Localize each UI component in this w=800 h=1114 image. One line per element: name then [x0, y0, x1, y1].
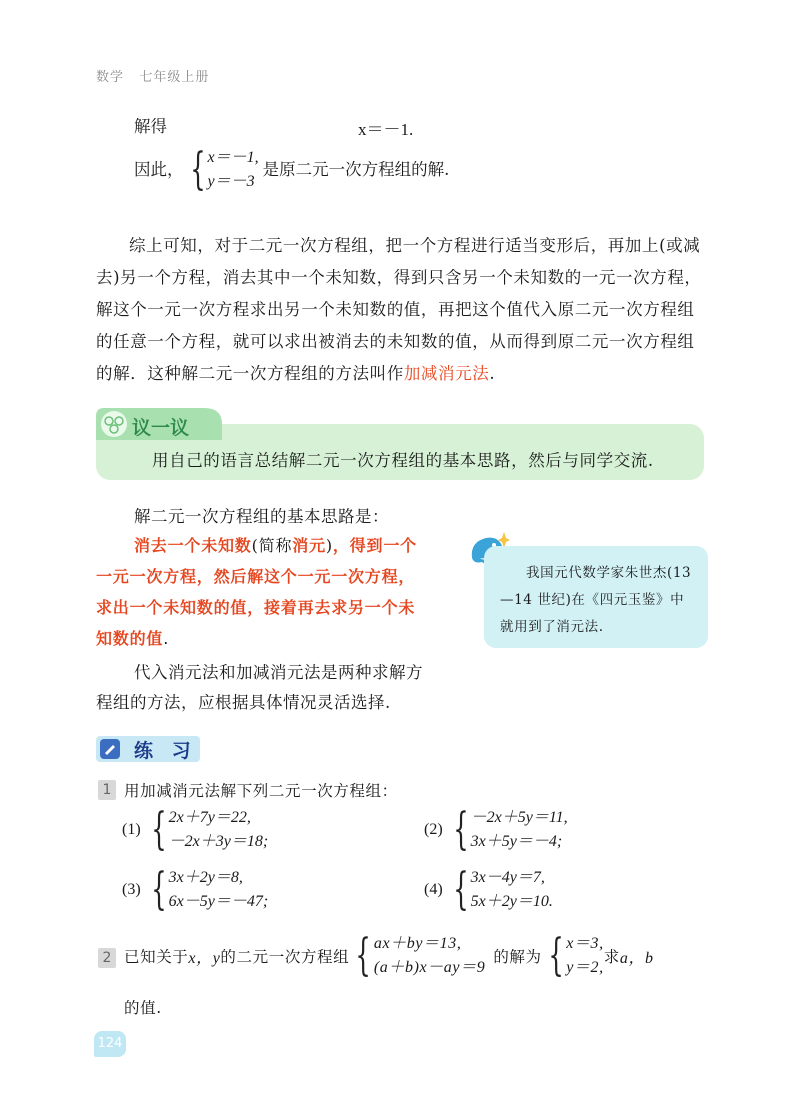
- summary-text: 综上可知，对于二元一次方程组，把一个方程进行适当变形后，再加上(或减去)另一个方程，消去其中一个未知数，得到只含另一个未知数的一元一次方程，解这个一元一次方程求出另一个未知数的值，再把这个值代入原二元一次方程组的任意一个方程，就可以求出被消去的未知数的值，从而得到原二元一次方程组的解．这种解二元一次方程组的方法叫作: [96, 236, 702, 383]
- idea-para-line1: 代入消元法和加减消元法是两种求解方: [134, 663, 423, 682]
- idea-intro: 解二元一次方程组的基本思路是：: [134, 507, 389, 526]
- solve-label: 解得: [134, 117, 167, 136]
- summary-end: .: [489, 364, 496, 383]
- solve-result: x＝－1.: [358, 120, 414, 139]
- solution-x: x＝－1,: [207, 149, 259, 166]
- question-2-tail: 的值.: [124, 999, 162, 1017]
- idea-red-block: [96, 530, 466, 654]
- left-brace-icon: {: [452, 864, 469, 915]
- question-1-text: 用加减消元法解下列二元一次方程组：: [124, 782, 398, 800]
- therefore-line: [134, 146, 449, 194]
- header-subject: 数学: [96, 70, 125, 85]
- summary-term: 加减消元法: [403, 364, 490, 383]
- question-2-text: 已知关于 x，y 的二元一次方程组 { ax＋by＝13, (a＋b)x－ay＝9 的解为 { x＝3, y＝2, 求 a，b: [124, 930, 654, 981]
- q1-item-4: (4) { 3x－4y＝7, 5x＋2y＝10.: [424, 864, 553, 915]
- q1-item-2: (2) { －2x＋5y＝11, 3x＋5y＝－4;: [424, 804, 568, 855]
- exercise-title: 练 习: [134, 740, 197, 762]
- left-brace-icon: {: [355, 930, 372, 981]
- q1-item-3: (3) { 3x＋2y＝8, 6x－5y＝－47;: [122, 864, 269, 915]
- discuss-title: 议一议: [132, 417, 190, 439]
- solution-system: [184, 146, 259, 194]
- idea-red-line2: 一元一次方程，然后解这个一元一次方程，: [96, 567, 416, 586]
- left-brace-icon: {: [150, 804, 167, 855]
- left-brace-icon: {: [452, 804, 469, 855]
- discuss-text: 用自己的语言总结解二元一次方程组的基本思路，然后与同学交流.: [152, 451, 654, 470]
- question-number-2: 2: [98, 948, 116, 968]
- therefore-label: 因此，: [134, 160, 184, 179]
- page-number: 124: [94, 1031, 126, 1057]
- running-header: [96, 66, 209, 85]
- left-brace-icon: {: [150, 864, 167, 915]
- therefore-tail: 是原二元一次方程组的解.: [262, 160, 450, 179]
- idea-para-line2: 程组的方法，应根据具体情况灵活选择.: [96, 693, 391, 712]
- left-brace-icon: {: [189, 144, 206, 195]
- summary-paragraph: [96, 230, 708, 390]
- left-brace-icon: {: [548, 930, 564, 981]
- note-text: 我国元代数学家朱世杰(13—14 世纪)在《四元玉鉴》中就用到了消元法.: [500, 565, 692, 635]
- idea-red-line3: 求出一个未知数的值，接着再去求另一个未: [96, 598, 416, 617]
- header-grade: 七年级上册: [139, 70, 210, 85]
- question-number-1: 1: [98, 780, 116, 800]
- q1-item-1: (1) { 2x＋7y＝22, －2x＋3y＝18;: [122, 804, 269, 855]
- idea-red-line1: 消去一个未知数(简称消元)，得到一个: [134, 536, 417, 555]
- solution-y: y＝－3: [207, 173, 255, 190]
- idea-red-line4: 知数的值.: [96, 629, 170, 648]
